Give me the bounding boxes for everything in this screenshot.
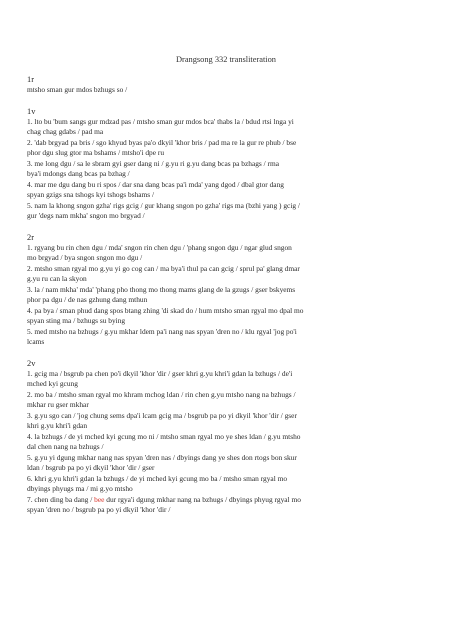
text-line: ldan / bsgrub pa po yi dkyil 'khor 'dir / gser	[27, 463, 155, 472]
text-line: mkhar ru gser mkhar	[27, 400, 89, 409]
text-line: mched kyi gcung	[27, 379, 78, 388]
text-line: chag chag gdabs / pad ma	[27, 127, 104, 136]
text-line: 4. la bzhugs / de yi mched kyi gcung mo ni / mtsho sman rgyal mo ye shes ldan / g.yu mtsho	[27, 431, 301, 441]
text-line: spyan gzigs sna tshogs kyi tshogs bshams /	[27, 190, 155, 199]
text-line: dbyings phyugs ma / mi g.yo mtsho	[27, 484, 133, 493]
text-line: spyan sting ma / bzhugs su bying	[27, 316, 126, 325]
text-line: 3. me long dgu / sa le sbram gyi gser dang ni / g.yu ri g.yu dang bcas pa bzhags / rma	[27, 158, 280, 168]
text-line: lcams	[27, 337, 45, 346]
text-line	[27, 495, 432, 506]
text-line: 6. khri g.yu khri'i gdan la bzhugs / de yi mched kyi gcung mo ba / mtsho sman rgyal mo	[27, 473, 288, 483]
text-line: mo brgyad / bya sngon sngon mo dgu /	[27, 253, 143, 262]
text-line: bya'i mdongs dang bcas pa bzhag /	[27, 169, 130, 178]
folio-2r	[27, 232, 432, 348]
text-line: g.yu ru can la skyon	[27, 274, 87, 283]
text-line: phor pa dgu / de nas gzhung dang mthun	[27, 295, 148, 304]
folio-label: 2v	[27, 358, 36, 368]
folio-label: 2r	[27, 232, 34, 242]
document-title: Drangsong 332 transliteration	[175, 55, 276, 64]
text-line: 2. mo ba / mtsho sman rgyal mo khram mchog ldan / rin chen g.yu mtsho nang na bzhugs /	[27, 389, 296, 399]
text-line: 3. g.yu sgo can / 'jog chung sems dpa'i lcam gcig ma / bsgrub pa po yi dkyil 'khor 'dir / gser	[27, 410, 297, 420]
text-line: dal chen nang na bzhugs /	[27, 442, 104, 451]
folio-1v	[27, 106, 432, 222]
text-line: phor dgu slug gtor ma bshams / mtsho'i dpe ru	[27, 148, 165, 157]
text-line: spyan 'dren no / bsgrub pa po yi dkyil 'khor 'dir /	[27, 505, 171, 514]
text-line: 4. pa bya / sman phud dang spos btang zhing 'di skad do / hum mtsho sman rgyal mo dpal mo	[27, 305, 304, 315]
text-line: 1. gcig ma / bsgrub pa chen po'i dkyil 'khor 'dir / gser khri g.yu khri'i gdan la bzhugs / de'i	[27, 368, 293, 378]
text-line: 4. mar me dgu dang bu ri spos / dar sna dang bcas pa'i mda' yang dgod / dbal gtor dang	[27, 179, 284, 189]
text-line: 5. nam la khong sngon gzha' rigs gcig / gur khang sngon po gzha' rigs ma (bzhi yang ) gcig /	[27, 200, 300, 210]
text-segment: dur rgya'i dgung mkhar nang na bzhugs / dbyings phyug rgyal mo	[106, 494, 301, 504]
text-line: 5. med mtsho na bzhugs / g.yu mkhar ldem pa'i nang nas spyan 'dren no / klu rgyal 'jog po'i	[27, 326, 297, 336]
text-line: 1. lto bu 'bum sangs gur mdzad pas / mtsho sman gur mdos bca' thabs la / bdud rtsi lnga yi	[27, 116, 294, 126]
text-line: 2. 'dab brgyad pa bris / sgo khyud byas pa'o dkyil 'khor bris / pad ma re la gur re phub / bse	[27, 137, 297, 147]
transliteration-body	[27, 74, 432, 516]
text-line: mtsho sman gur mdos bzhugs so /	[27, 85, 128, 94]
folio-label: 1r	[27, 75, 34, 84]
text-line: gur 'degs nam mkha' sngon mo brgyad /	[27, 211, 145, 220]
text-line: 5. g.yu yi dgung mkhar nang nas spyan 'dren nas / dbyings dang ye shes don rtogs bon skur	[27, 452, 297, 462]
text-line: 2. mtsho sman rgyal mo g.yu yi go cog can / ma bya'i thul pa can gcig / sprul pa' glang dmar	[27, 263, 300, 273]
folio-2v	[27, 358, 432, 516]
text-segment: 7. chen ding ba dang /	[27, 494, 93, 504]
text-line: khri g.yu khri'i gdan	[27, 421, 88, 430]
folio-label: 1v	[27, 106, 36, 116]
text-line: 1. rgyang bu rin chen dgu / mda' sngon rin chen dgu / 'phang sngon dgu / ngar glud sngon	[27, 242, 292, 252]
highlighted-word: bee	[94, 494, 105, 504]
folio-1r	[27, 74, 432, 96]
text-line: 3. la / nam mkha' mda' 'phang pho thong mo thong mams glang de la gzugs / gser bskyems	[27, 284, 296, 294]
